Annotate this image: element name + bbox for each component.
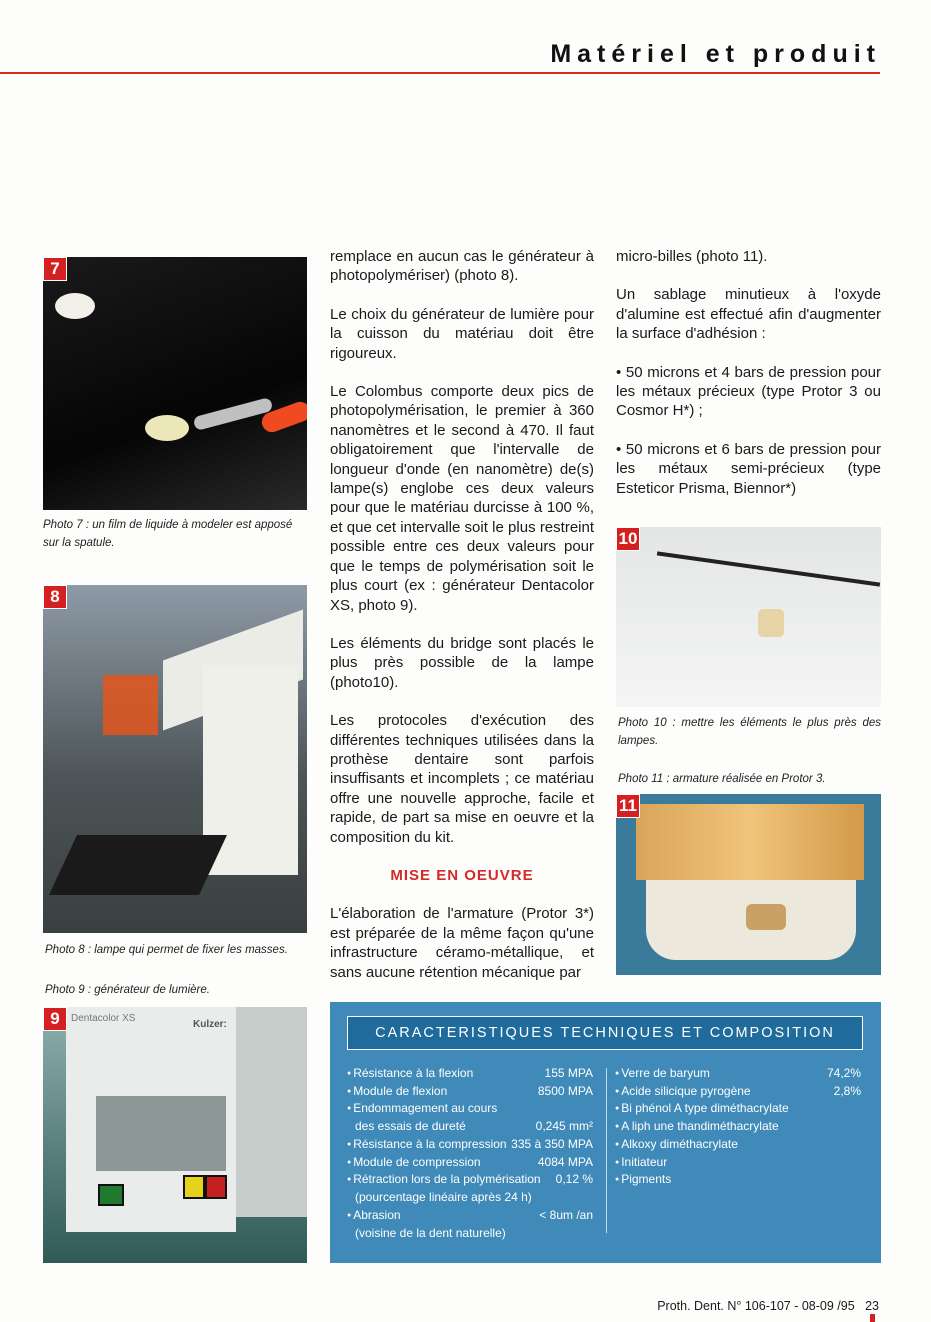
spec-label: ● A liph une thandiméthacrylate [615, 1118, 779, 1136]
spec-value: 335 à 350 MPA [511, 1136, 593, 1151]
paragraph: • 50 microns et 6 bars de pression pour les métaux semi-précieux (type Esteticor Prisma, Biennor*) [616, 440, 881, 497]
spec-label: ● Abrasion [347, 1207, 401, 1225]
spec-row [347, 1154, 593, 1172]
spec-label: ● Acide silicique pyrogène [615, 1083, 751, 1101]
page-number: 23 [865, 1299, 879, 1313]
spec-label: ● Alkoxy diméthacrylate [615, 1136, 738, 1154]
spec-value: 8500 MPA [537, 1083, 593, 1098]
footer-citation: Proth. Dent. N° 106-107 - 08-09 /95 [657, 1299, 855, 1313]
photo-8-caption: Photo 8 : lampe qui permet de fixer les masses. [45, 944, 288, 956]
photo-7-caption: Photo 7 : un film de liquide à modeler est apposé sur la spatule. [43, 519, 293, 549]
section-title: Matériel et produit [550, 40, 881, 68]
photo-8 [43, 585, 307, 933]
photo-9 [43, 1007, 307, 1263]
spec-value: 74,2% [826, 1066, 861, 1080]
paragraph: Le Colombus comporte deux pics de photopolymérisation, le premier à 360 nanomètres et le second à 470. Il faut obligatoirement que l'intervalle de longueur d'onde (en nanomètre) de(s) lampe(s) englobe ces deux valeurs pour que le matériau durcisse à 100 %, et que cet intervalle soit le plus restreint possible entre ces deux valeurs pour que le temps de polymérisation soit le plus court (ex : générateur Dentacolor XS, photo 9). [330, 383, 594, 614]
paragraph: Les protocoles d'exécution des différentes techniques utilisées dans la prothèse dentaire sont parfois insuffisants et incomplets ; ce matériau offre une nouvelle approche, facile et rapide, de part sa mise en oeuvre et la composition du kit. [330, 712, 594, 846]
spec-label: (voisine de la dent naturelle) [355, 1225, 506, 1240]
photo-number: 7 [43, 257, 67, 281]
photo-9-caption: Photo 9 : générateur de lumière. [45, 984, 210, 996]
photo-7 [43, 257, 307, 510]
spec-label: ● Résistance à la compression [347, 1136, 507, 1154]
section-heading: MISE EN OEUVRE [390, 866, 534, 884]
paragraph: • 50 microns et 4 bars de pression pour les métaux précieux (type Protor 3 ou Cosmor H*) ; [616, 363, 881, 420]
technical-list [347, 1065, 593, 1242]
device-maker: Kulzer: [193, 1019, 227, 1030]
spec-label: ● Bi phénol A type diméthacrylate [615, 1100, 789, 1118]
spec-row [615, 1065, 861, 1083]
spec-row [347, 1207, 593, 1225]
paragraph: L'élaboration de l'armature (Protor 3*) est préparée de la même façon qu'une infrastructure céramo-métallique, et sans aucune rétention mécanique par [330, 905, 594, 981]
spec-row [615, 1171, 861, 1189]
spec-label: des essais de dureté [355, 1119, 466, 1134]
paragraph: Un sablage minutieux à l'oxyde d'alumine est effectué afin d'augmenter la surface d'adhésion : [616, 286, 881, 343]
paragraph: micro-billes (photo 11). [616, 248, 768, 265]
spec-row [347, 1083, 593, 1101]
page-marker [870, 1314, 875, 1322]
spec-label: ● Module de compression [347, 1154, 481, 1172]
spec-row [347, 1189, 593, 1207]
spec-row [347, 1225, 593, 1243]
photo-11-caption: Photo 11 : armature réalisée en Protor 3. [618, 773, 826, 785]
spec-row [615, 1083, 861, 1101]
spec-row [347, 1136, 593, 1154]
paragraph: Les éléments du bridge sont placés le plus près possible de la lampe (photo10). [330, 634, 594, 691]
spec-label: (pourcentage linéaire après 24 h) [355, 1190, 532, 1205]
composition-list [615, 1065, 861, 1189]
photo-number: 8 [43, 585, 67, 609]
device-brand: Dentacolor XS [71, 1013, 136, 1024]
spec-row [347, 1171, 593, 1189]
middle-column [330, 247, 594, 1001]
spec-value: < 8um /an [539, 1207, 593, 1222]
spec-label: ● Résistance à la flexion [347, 1065, 473, 1083]
spec-value: 0,12 % [555, 1172, 593, 1187]
spec-label: ● Verre de baryum [615, 1065, 710, 1083]
spec-row [615, 1100, 861, 1118]
spec-row [615, 1136, 861, 1154]
photo-10 [616, 527, 881, 707]
spec-row [347, 1100, 593, 1118]
spec-row [615, 1118, 861, 1136]
spec-box [330, 1002, 881, 1263]
photo-number: 10 [616, 527, 640, 551]
photo-11 [616, 794, 881, 975]
right-column [616, 247, 881, 517]
spec-value: 4084 MPA [537, 1154, 593, 1169]
photo-number: 11 [616, 794, 640, 818]
header-rule [0, 72, 880, 74]
spec-title: CARACTERISTIQUES TECHNIQUES ET COMPOSITION [347, 1016, 863, 1050]
spec-row [615, 1154, 861, 1172]
photo-number: 9 [43, 1007, 67, 1031]
spec-label: ● Endommagement au cours [347, 1100, 497, 1118]
spec-row [347, 1065, 593, 1083]
spec-value: 155 MPA [544, 1066, 593, 1080]
spec-label: ● Pigments [615, 1171, 671, 1189]
paragraph: Le choix du générateur de lumière pour la cuisson du matériau doit être rigoureux. [330, 305, 594, 362]
spec-row [347, 1118, 593, 1136]
spec-label: ● Module de flexion [347, 1083, 447, 1101]
photo-10-caption: Photo 10 : mettre les éléments le plus près des lampes. [618, 717, 881, 747]
paragraph: remplace en aucun cas le générateur à photopolymériser) (photo 8). [330, 248, 594, 285]
spec-value: 0,245 mm² [535, 1119, 593, 1134]
spec-label: ● Initiateur [615, 1154, 667, 1172]
column-divider [606, 1068, 607, 1233]
spec-label: ● Rétraction lors de la polymérisation [347, 1171, 541, 1189]
footer [657, 1299, 879, 1313]
spec-value: 2,8% [833, 1083, 861, 1098]
